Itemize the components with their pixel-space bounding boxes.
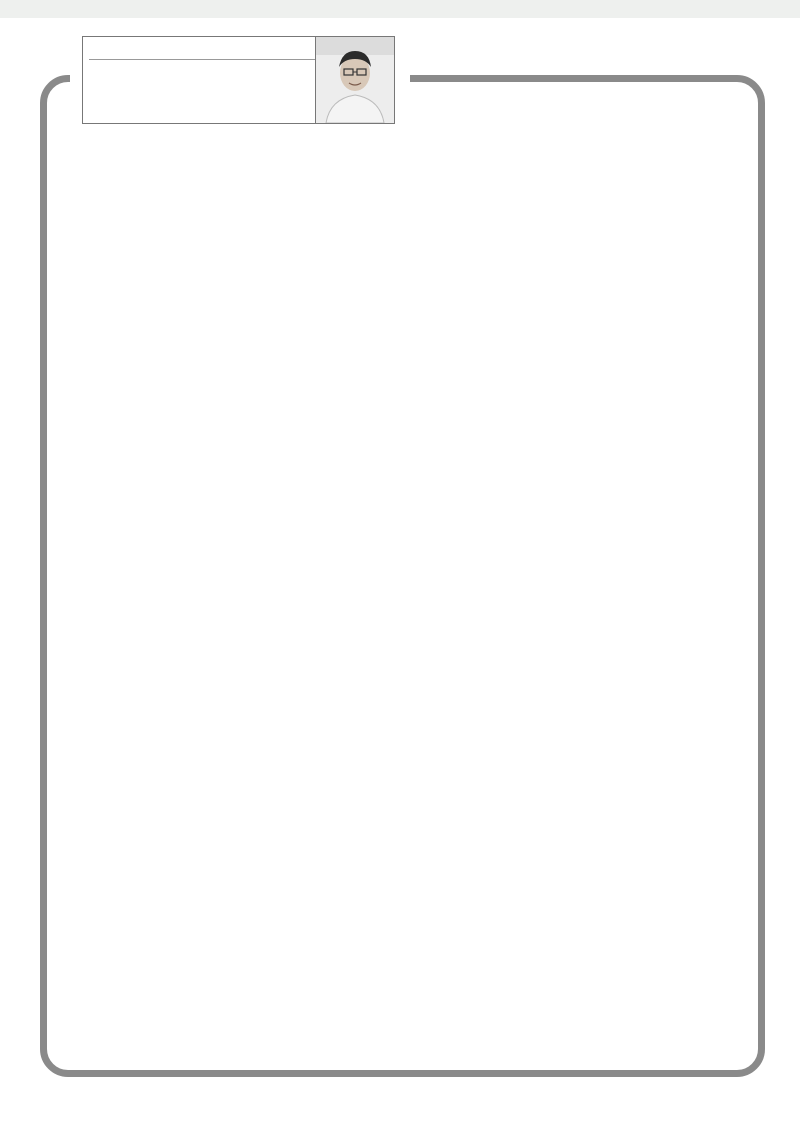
article-text-lower — [82, 606, 762, 1058]
article-body — [82, 148, 772, 1068]
article-text-upper — [82, 148, 762, 590]
top-decorative-band — [0, 0, 800, 18]
page-footer — [45, 1092, 65, 1107]
author-photo — [315, 36, 395, 124]
